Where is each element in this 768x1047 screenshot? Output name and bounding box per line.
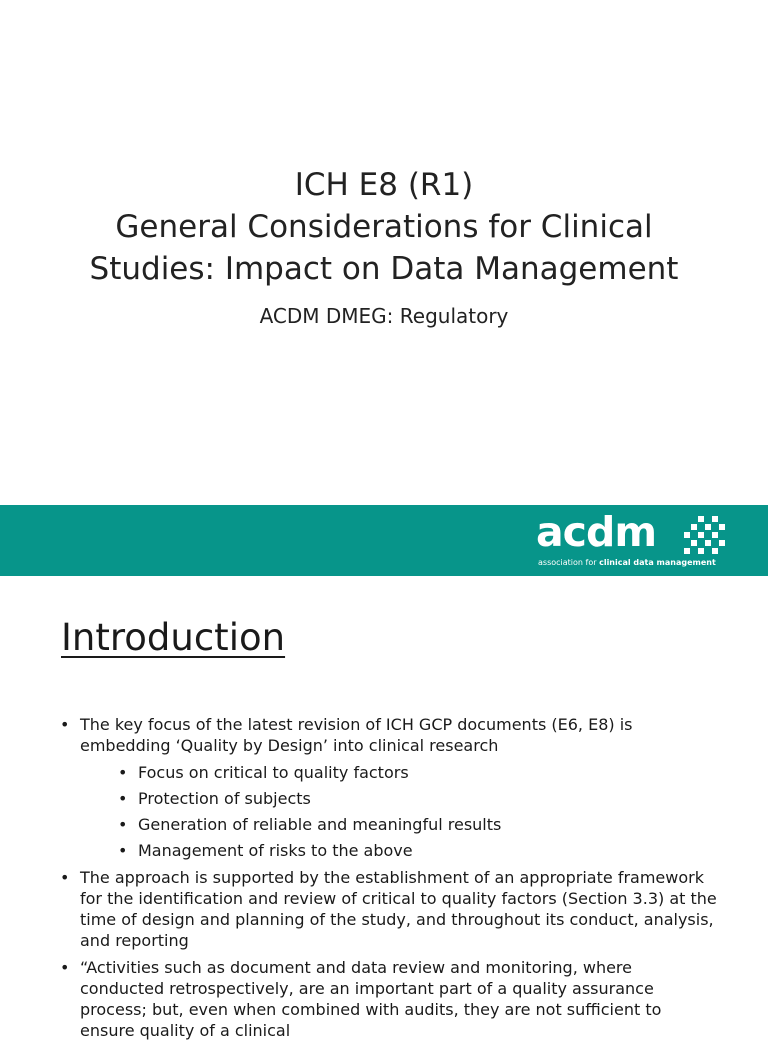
title-line-3: Studies: Impact on Data Management bbox=[89, 251, 679, 287]
logo-tagline bbox=[538, 558, 716, 567]
bullet-item bbox=[60, 957, 720, 1041]
acdm-logo bbox=[536, 508, 728, 570]
introduction-slide bbox=[0, 576, 768, 1040]
logo-grid-icon bbox=[684, 516, 728, 556]
bullet-list bbox=[60, 714, 720, 1047]
sub-bullet-item: • Protection of subjects bbox=[80, 788, 720, 809]
intro-title: Introduction bbox=[61, 616, 286, 659]
sub-bullet-item: • Focus on critical to quality factors bbox=[80, 762, 720, 783]
bullet-text: The approach is supported by the establishment of an appropriate framework for the identification and review of critical to quality factors (Section 3.3) at the time of design and planning of the study, and throughout its conduct, analysis, and reporting bbox=[80, 868, 717, 950]
sub-bullet-item: • Management of risks to the above bbox=[80, 840, 720, 861]
slide-subtitle: ACDM DMEG: Regulatory bbox=[259, 304, 509, 328]
title-line-1: ICH E8 (R1) bbox=[294, 167, 474, 203]
logo-tagline-prefix: association for bbox=[538, 558, 597, 567]
logo-wordmark: acdm bbox=[536, 508, 657, 556]
bullet-text: The key focus of the latest revision of ICH GCP documents (E6, E8) is embedding ‘Quality by Design’ into clinical research bbox=[80, 715, 633, 755]
logo-tagline-bold: clinical data management bbox=[599, 558, 716, 567]
sub-bullet-list bbox=[80, 762, 720, 861]
bullet-item bbox=[60, 867, 720, 951]
slide-title bbox=[0, 164, 768, 290]
bullet-item bbox=[60, 714, 720, 861]
title-line-2: General Considerations for Clinical bbox=[115, 209, 653, 245]
sub-bullet-item: • Generation of reliable and meaningful results bbox=[80, 814, 720, 835]
brand-band bbox=[0, 505, 768, 576]
bullet-text: “Activities such as document and data review and monitoring, where conducted retrospectively, are an important part of a quality assurance process; but, even when combined with audits, they are not sufficient to ensure quality of a clinical bbox=[80, 958, 662, 1040]
